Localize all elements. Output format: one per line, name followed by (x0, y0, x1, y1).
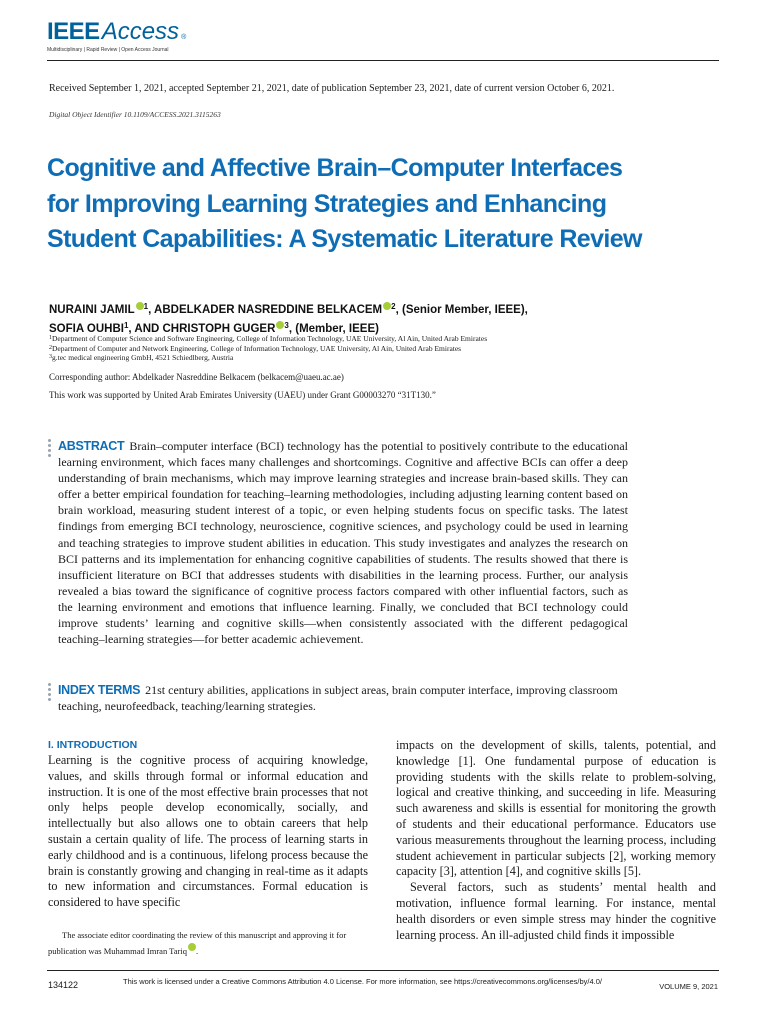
affiliation-text: Department of Computer Science and Software Engineering, College of Information Technology, UAE University, Al Ain, United Arab Emirates (52, 334, 488, 343)
affiliation-number: 1 (49, 335, 52, 341)
abstract (58, 438, 628, 647)
affiliation-marker: 3 (284, 320, 289, 330)
affiliation-item (49, 353, 609, 363)
affiliation-text: Department of Computer and Network Engineering, College of Information Technology, UAE University, Al Ain, United Arab Emirates (52, 343, 462, 353)
author-role: , (Senior Member, IEEE), (395, 304, 528, 316)
abstract-text: Brain–computer interface (BCI) technology has the potential to positively contribute to the educational learning environment, which faces many challenges and shortcomings. Cognitive and affective BCIs can offer a deep understanding of brain mechanisms, which may improve learning strategies and increase brain-based skills. They can offer a better empirical foundation for teaching–learning methodologies, including adjusting learning content based on brain workload, measuring student interest of a topic, or even helping students focus on specific tasks. The latest findings from emerging BCI technology, neuroscience, cognitive sciences, and psychology could be used in learning and teaching strategies to improve student abilities in education. This study investigates and analyzes the research on BCI patterns and its implementation for enhancing cognitive capabilities of students. The results showed that there is insufficient literature on BCI that addresses students with disabilities in the learning process. Further, our analysis revealed a bias toward the significance of cognitive process factors compared with other influential factors, such as the learning environment and emotions that influence learning. Finally, we concluded that BCI technology could improve students’ learning and cognitive skills—when consistently associated with the different pedagogical teaching–learning strategies—for better academic achievement. (58, 439, 628, 647)
editor-footnote: The associate editor coordinating the review of this manuscript and approving it for publication was Muhammad Imran Tariq . (48, 930, 347, 956)
doi-line[interactable]: Digital Object Identifier 10.1109/ACCESS.2021.3115263 (49, 110, 221, 119)
license-note[interactable]: This work is licensed under a Creative Commons Attribution 4.0 License. For more information, see https://creativecommons.org/licenses/by/4.0/ (123, 977, 602, 986)
author-role: , (Member, IEEE) (288, 322, 379, 335)
section-heading: I. INTRODUCTION (48, 739, 138, 751)
registered-mark: ® (181, 34, 187, 41)
paper-title: Cognitive and Affective Brain–Computer Interfaces for Improving Learning Strategies and Enhancing Student Capabilities: A Systematic Literature Review (47, 154, 642, 253)
body-paragraph: Several factors, such as students’ mental health and motivation, influence formal learning. For instance, mental health disorders or even simple stress may hinder the cognitive learning process. An ill-adjusted child finds it impossible (396, 880, 716, 942)
body-paragraph: impacts on the development of skills, talents, potential, and knowledge [1]. One fundamental purpose of education is providing students with the skills relate to problem-solving, logical and creative thinking, and succeeding in life. Measuring such awareness and skills is essential for monitoring the growth of students and their educational performance. Educators use various measurements throughout the learning process, including student achievement in particular subjects [2], working memory capacity [3], attention [4], and cognitive skills [5]. (396, 738, 716, 879)
footer-divider (47, 970, 719, 971)
abstract-heading: ABSTRACT (58, 439, 125, 453)
index-terms-dots-icon (48, 683, 52, 703)
author-name[interactable]: SOFIA OUHBI (49, 322, 124, 335)
logo-ieee-text: IEEE (47, 18, 100, 45)
affiliation-marker: 1 (123, 320, 129, 330)
index-terms-heading: INDEX TERMS (58, 683, 141, 697)
author-list (49, 301, 609, 338)
body-column-left (48, 738, 368, 911)
affiliation-item (49, 344, 609, 354)
publication-history: Received September 1, 2021, accepted September 21, 2021, date of publication September 23, 2021, date of current version October 6, 2021. (49, 83, 615, 94)
orcid-icon[interactable] (383, 302, 391, 310)
index-terms (58, 682, 628, 714)
index-terms-text: 21st century abilities, applications in subject areas, brain computer interface, improving classroom teaching, neurofeedback, teaching/learning strategies. (58, 683, 618, 714)
abstract-dots-icon (48, 439, 52, 459)
page-number: 134122 (48, 980, 79, 990)
author-name[interactable]: , ABDELKADER NASREDDINE BELKACEM (148, 304, 383, 316)
author-name[interactable]: , AND CHRISTOPH GUGER (128, 322, 276, 335)
funding-note: This work was supported by United Arab Emirates University (UAEU) under Grant G00003270 “31T130.” (49, 390, 436, 400)
journal-tagline: Multidisciplinary | Rapid Review | Open Access Journal (47, 47, 169, 53)
body-paragraph: Learning is the cognitive process of acquiring knowledge, values, and skills through formal or informal education and instruction. It is one of the most effective brain processes that not only helps people develop economically, socially, and intellectually but also allows one to obtain careers that help sustain a certain quality of life. The process of learning starts in early childhood and is a continuous, lifelong process because the brain is constantly growing and changing in real-time as it adapts to new information and circumstances. Formal education is considered to have specific (48, 753, 368, 910)
affiliation-marker: 2 (391, 302, 396, 311)
header-divider (47, 60, 719, 61)
footnote-text: The associate editor coordinating the review of this manuscript and approving it for publication was Muhammad Imran Tariq (48, 930, 347, 956)
ieee-access-logo (47, 20, 186, 44)
affiliation-text: g.tec medical engineering GmbH, 4521 Schiedlberg, Austria (52, 353, 234, 362)
orcid-icon[interactable] (188, 943, 196, 951)
volume-label: VOLUME 9, 2021 (659, 982, 718, 991)
corresponding-author: Corresponding author: Abdelkader Nasreddine Belkacem (belkacem@uaeu.ac.ae) (49, 372, 344, 382)
affiliation-marker: 1 (143, 302, 149, 311)
body-column-right (396, 738, 716, 943)
journal-masthead (47, 20, 186, 53)
orcid-icon[interactable] (136, 302, 144, 310)
logo-access-text: Access (101, 18, 180, 45)
affiliation-item (49, 334, 609, 344)
affiliations (49, 334, 609, 363)
author-name[interactable]: NURAINI JAMIL (49, 304, 135, 316)
affiliation-number: 3 (49, 354, 52, 360)
affiliation-number: 2 (49, 344, 52, 351)
